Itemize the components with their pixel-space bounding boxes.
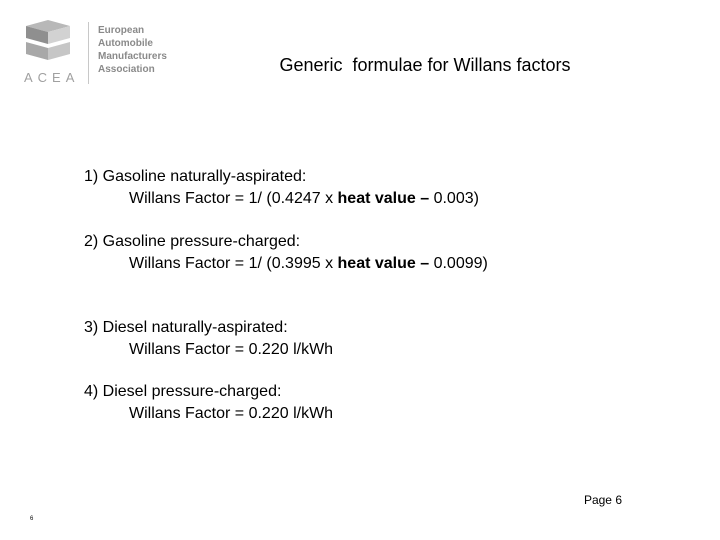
formula-item-heading: 3) Diesel naturally-aspirated: — [84, 319, 288, 336]
formula-suffix: 0.003) — [433, 190, 479, 207]
formula-prefix: Willans Factor = 1/ (0.3995 x — [129, 255, 338, 272]
formula-text — [84, 339, 644, 361]
acea-logo-mark-icon — [22, 18, 77, 66]
logo-name-line: European — [98, 25, 145, 36]
slide-title: Generic formulae for Willans factors — [279, 55, 571, 75]
page-number: Page 6 — [583, 493, 622, 507]
logo-name — [98, 24, 167, 76]
logo-name-line: Association — [98, 64, 155, 75]
formula-bold: heat value – — [337, 255, 434, 272]
formula-item-heading: 1) Gasoline naturally-aspirated: — [84, 168, 307, 185]
formula-item — [84, 381, 644, 425]
formula-prefix: Willans Factor = 0.220 l/kWh — [129, 341, 334, 358]
formula-item-heading: 2) Gasoline pressure-charged: — [84, 233, 301, 250]
formula-bold: heat value – — [337, 190, 434, 207]
formula-item — [84, 166, 644, 210]
logo-divider — [88, 22, 89, 84]
slide-index: 6 — [30, 516, 34, 522]
logo-name-line: Manufacturers — [98, 51, 167, 62]
formula-text — [84, 253, 644, 275]
formula-item — [84, 231, 644, 275]
acea-logo — [22, 18, 182, 88]
formula-text — [84, 188, 644, 210]
logo-acronym: ACEA — [24, 70, 80, 85]
formula-text — [84, 403, 644, 425]
formula-suffix: 0.0099) — [433, 255, 488, 272]
formula-item — [84, 317, 644, 361]
formula-prefix: Willans Factor = 0.220 l/kWh — [129, 405, 334, 422]
formula-prefix: Willans Factor = 1/ (0.4247 x — [129, 190, 338, 207]
logo-name-line: Automobile — [98, 38, 153, 49]
formula-item-heading: 4) Diesel pressure-charged: — [84, 383, 282, 400]
